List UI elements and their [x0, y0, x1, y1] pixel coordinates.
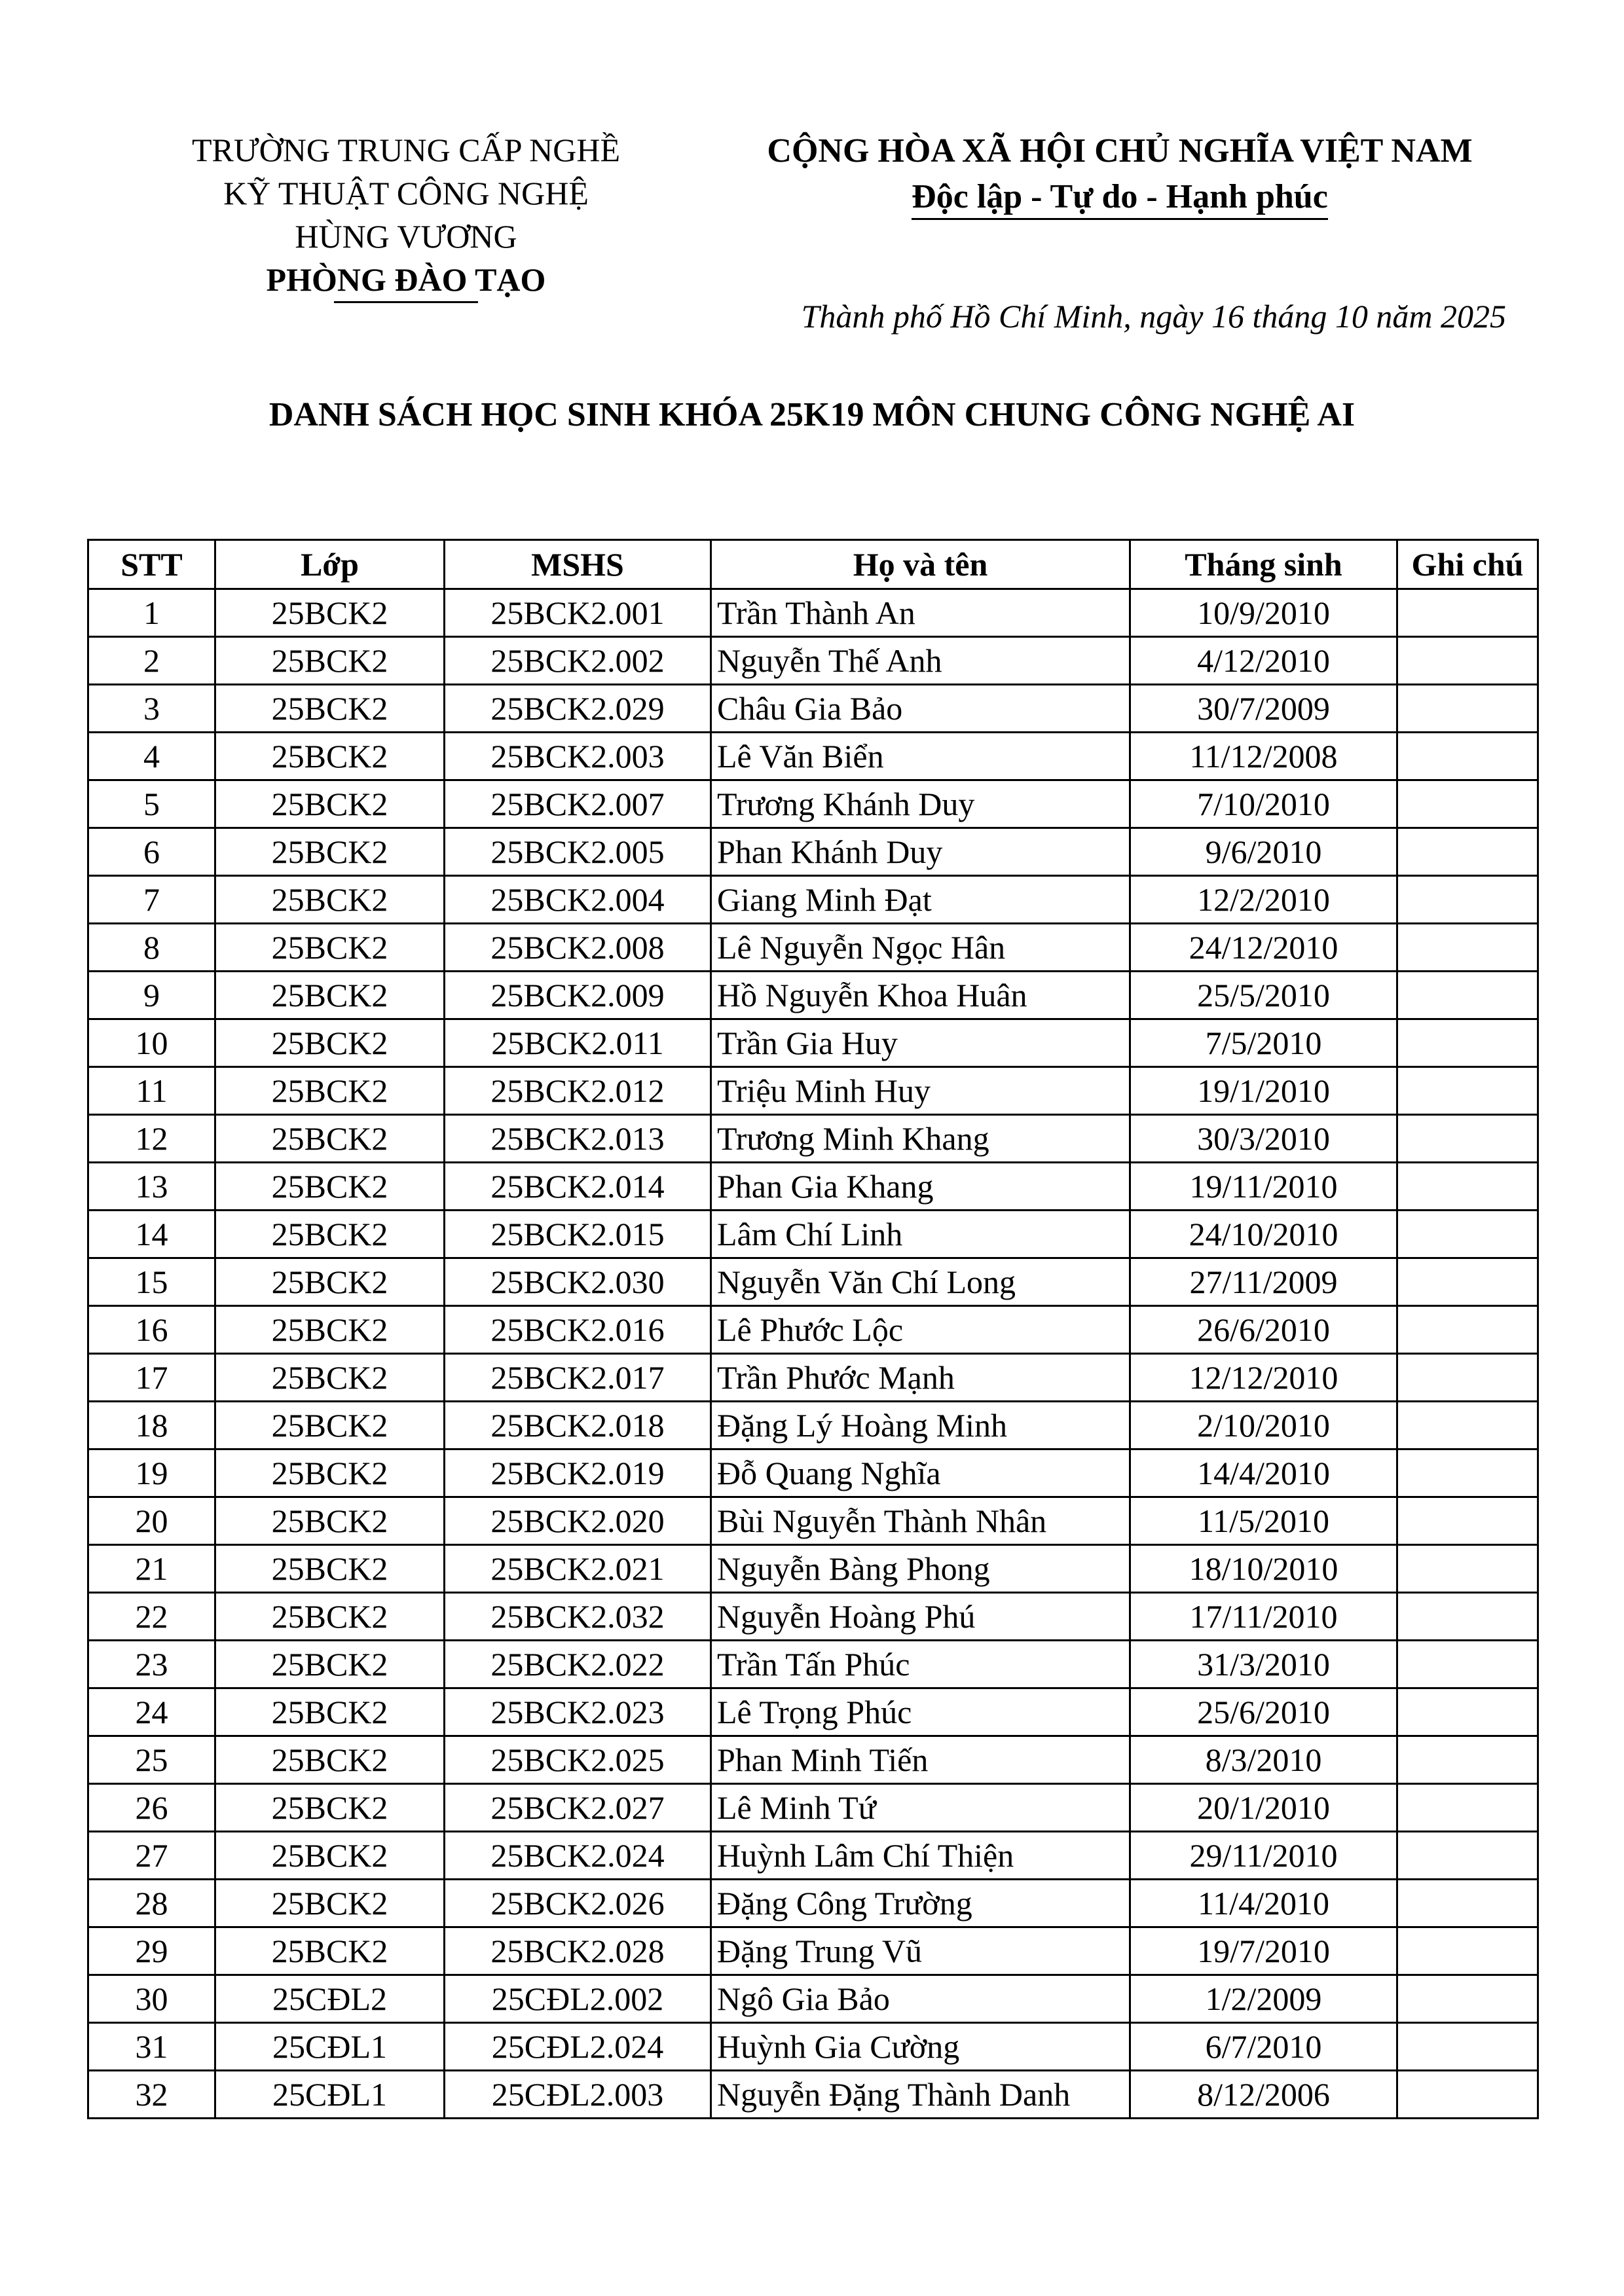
table-row [88, 637, 1538, 685]
cell-note [1397, 1402, 1538, 1449]
cell-birth-date: 30/7/2009 [1130, 685, 1397, 733]
cell-note [1397, 1784, 1538, 1832]
cell-birth-date: 12/12/2010 [1130, 1354, 1397, 1402]
cell-stt: 7 [88, 876, 215, 924]
cell-note [1397, 1736, 1538, 1784]
cell-full-name: Trương Minh Khang [711, 1115, 1130, 1163]
cell-student-id: 25BCK2.032 [445, 1593, 711, 1641]
cell-stt: 1 [88, 589, 215, 637]
table-row [88, 972, 1538, 1019]
cell-birth-date: 11/4/2010 [1130, 1880, 1397, 1927]
cell-birth-date: 4/12/2010 [1130, 637, 1397, 685]
cell-full-name: Nguyễn Hoàng Phú [711, 1593, 1130, 1641]
cell-full-name: Lê Phước Lộc [711, 1306, 1130, 1354]
header-class: Lớp [215, 540, 445, 589]
cell-student-id: 25BCK2.011 [445, 1019, 711, 1067]
cell-stt: 19 [88, 1449, 215, 1497]
cell-birth-date: 12/2/2010 [1130, 876, 1397, 924]
cell-class: 25BCK2 [215, 1354, 445, 1402]
cell-birth-date: 7/5/2010 [1130, 1019, 1397, 1067]
cell-stt: 26 [88, 1784, 215, 1832]
school-name-line-2: KỸ THUẬT CÔNG NGHỆ [223, 175, 589, 211]
table-header-row [88, 540, 1538, 589]
cell-class: 25BCK2 [215, 1449, 445, 1497]
cell-full-name: Phan Gia Khang [711, 1163, 1130, 1211]
cell-stt: 22 [88, 1593, 215, 1641]
table-row [88, 1975, 1538, 2023]
table-row [88, 876, 1538, 924]
table-row [88, 1880, 1538, 1927]
cell-note [1397, 1115, 1538, 1163]
cell-stt: 4 [88, 733, 215, 780]
table-row [88, 1402, 1538, 1449]
cell-student-id: 25BCK2.002 [445, 637, 711, 685]
department-underline [334, 301, 478, 303]
cell-note [1397, 1019, 1538, 1067]
cell-student-id: 25BCK2.020 [445, 1497, 711, 1545]
cell-birth-date: 14/4/2010 [1130, 1449, 1397, 1497]
cell-birth-date: 24/10/2010 [1130, 1211, 1397, 1258]
cell-note [1397, 1641, 1538, 1688]
cell-note [1397, 1545, 1538, 1593]
cell-class: 25BCK2 [215, 1306, 445, 1354]
cell-birth-date: 19/11/2010 [1130, 1163, 1397, 1211]
cell-birth-date: 19/7/2010 [1130, 1927, 1397, 1975]
cell-birth-date: 25/5/2010 [1130, 972, 1397, 1019]
cell-stt: 8 [88, 924, 215, 972]
cell-stt: 15 [88, 1258, 215, 1306]
cell-note [1397, 733, 1538, 780]
cell-note [1397, 637, 1538, 685]
cell-note [1397, 1306, 1538, 1354]
cell-stt: 17 [88, 1354, 215, 1402]
table-row [88, 1019, 1538, 1067]
cell-birth-date: 17/11/2010 [1130, 1593, 1397, 1641]
cell-student-id: 25BCK2.023 [445, 1688, 711, 1736]
cell-birth-date: 9/6/2010 [1130, 828, 1397, 876]
school-name-line-3: HÙNG VƯƠNG [295, 218, 517, 255]
cell-stt: 30 [88, 1975, 215, 2023]
cell-student-id: 25BCK2.017 [445, 1354, 711, 1402]
cell-birth-date: 8/3/2010 [1130, 1736, 1397, 1784]
cell-birth-date: 19/1/2010 [1130, 1067, 1397, 1115]
cell-full-name: Lê Nguyễn Ngọc Hân [711, 924, 1130, 972]
cell-full-name: Trần Tấn Phúc [711, 1641, 1130, 1688]
cell-full-name: Huỳnh Gia Cường [711, 2023, 1130, 2071]
cell-full-name: Triệu Minh Huy [711, 1067, 1130, 1115]
cell-birth-date: 6/7/2010 [1130, 2023, 1397, 2071]
cell-stt: 13 [88, 1163, 215, 1211]
cell-class: 25BCK2 [215, 972, 445, 1019]
cell-class: 25BCK2 [215, 589, 445, 637]
cell-full-name: Bùi Nguyễn Thành Nhân [711, 1497, 1130, 1545]
cell-stt: 32 [88, 2071, 215, 2119]
cell-full-name: Lâm Chí Linh [711, 1211, 1130, 1258]
cell-note [1397, 1497, 1538, 1545]
cell-full-name: Châu Gia Bảo [711, 685, 1130, 733]
cell-note [1397, 1354, 1538, 1402]
table-row [88, 1449, 1538, 1497]
cell-stt: 21 [88, 1545, 215, 1593]
cell-birth-date: 11/12/2008 [1130, 733, 1397, 780]
cell-class: 25BCK2 [215, 780, 445, 828]
cell-birth-date: 29/11/2010 [1130, 1832, 1397, 1880]
cell-stt: 12 [88, 1115, 215, 1163]
cell-student-id: 25BCK2.009 [445, 972, 711, 1019]
cell-full-name: Lê Trọng Phúc [711, 1688, 1130, 1736]
cell-class: 25BCK2 [215, 1497, 445, 1545]
table-row [88, 589, 1538, 637]
national-motto: Độc lập - Tự do - Hạnh phúc [912, 176, 1328, 220]
cell-class: 25BCK2 [215, 1258, 445, 1306]
header-student-id: MSHS [445, 540, 711, 589]
cell-birth-date: 30/3/2010 [1130, 1115, 1397, 1163]
cell-birth-date: 20/1/2010 [1130, 1784, 1397, 1832]
cell-student-id: 25BCK2.028 [445, 1927, 711, 1975]
cell-student-id: 25BCK2.005 [445, 828, 711, 876]
table-row [88, 924, 1538, 972]
cell-note [1397, 2071, 1538, 2119]
table-row [88, 1545, 1538, 1593]
cell-note [1397, 876, 1538, 924]
cell-stt: 27 [88, 1832, 215, 1880]
cell-stt: 14 [88, 1211, 215, 1258]
cell-full-name: Đặng Lý Hoàng Minh [711, 1402, 1130, 1449]
cell-note [1397, 1688, 1538, 1736]
cell-stt: 10 [88, 1019, 215, 1067]
cell-full-name: Giang Minh Đạt [711, 876, 1130, 924]
cell-stt: 2 [88, 637, 215, 685]
document-title: DANH SÁCH HỌC SINH KHÓA 25K19 MÔN CHUNG CÔNG NGHỆ AI [268, 396, 1356, 433]
cell-note [1397, 1880, 1538, 1927]
cell-full-name: Trần Thành An [711, 589, 1130, 637]
cell-student-id: 25BCK2.022 [445, 1641, 711, 1688]
school-header [131, 128, 681, 303]
cell-stt: 16 [88, 1306, 215, 1354]
table-row [88, 1258, 1538, 1306]
table-row [88, 828, 1538, 876]
cell-stt: 24 [88, 1688, 215, 1736]
cell-class: 25BCK2 [215, 1402, 445, 1449]
cell-full-name: Trương Khánh Duy [711, 780, 1130, 828]
national-header [740, 128, 1500, 220]
cell-class: 25CĐL1 [215, 2071, 445, 2119]
table-row [88, 1832, 1538, 1880]
cell-student-id: 25BCK2.019 [445, 1449, 711, 1497]
table-row [88, 1354, 1538, 1402]
header-birth-date: Tháng sinh [1130, 540, 1397, 589]
cell-note [1397, 1163, 1538, 1211]
table-row [88, 1163, 1538, 1211]
cell-class: 25BCK2 [215, 1736, 445, 1784]
table-row [88, 733, 1538, 780]
cell-student-id: 25BCK2.012 [445, 1067, 711, 1115]
cell-student-id: 25BCK2.021 [445, 1545, 711, 1593]
cell-birth-date: 26/6/2010 [1130, 1306, 1397, 1354]
table-row [88, 1688, 1538, 1736]
cell-full-name: Nguyễn Thế Anh [711, 637, 1130, 685]
table-row [88, 2071, 1538, 2119]
cell-student-id: 25BCK2.030 [445, 1258, 711, 1306]
cell-note [1397, 1593, 1538, 1641]
table-row [88, 1211, 1538, 1258]
cell-full-name: Trần Phước Mạnh [711, 1354, 1130, 1402]
cell-note [1397, 1258, 1538, 1306]
cell-note [1397, 589, 1538, 637]
cell-note [1397, 1067, 1538, 1115]
cell-birth-date: 1/2/2009 [1130, 1975, 1397, 2023]
country-name: CỘNG HÒA XÃ HỘI CHỦ NGHĨA VIỆT NAM [767, 132, 1473, 170]
cell-stt: 5 [88, 780, 215, 828]
table-row [88, 2023, 1538, 2071]
cell-birth-date: 25/6/2010 [1130, 1688, 1397, 1736]
cell-note [1397, 2023, 1538, 2071]
table-row [88, 1927, 1538, 1975]
cell-full-name: Nguyễn Đặng Thành Danh [711, 2071, 1130, 2119]
cell-student-id: 25BCK2.025 [445, 1736, 711, 1784]
cell-class: 25BCK2 [215, 1115, 445, 1163]
cell-full-name: Ngô Gia Bảo [711, 1975, 1130, 2023]
cell-full-name: Lê Minh Tứ [711, 1784, 1130, 1832]
cell-full-name: Đỗ Quang Nghĩa [711, 1449, 1130, 1497]
cell-note [1397, 1449, 1538, 1497]
cell-birth-date: 24/12/2010 [1130, 924, 1397, 972]
cell-stt: 25 [88, 1736, 215, 1784]
table-row [88, 685, 1538, 733]
cell-full-name: Nguyễn Bàng Phong [711, 1545, 1130, 1593]
cell-birth-date: 11/5/2010 [1130, 1497, 1397, 1545]
cell-full-name: Huỳnh Lâm Chí Thiện [711, 1832, 1130, 1880]
cell-class: 25BCK2 [215, 1880, 445, 1927]
cell-student-id: 25BCK2.018 [445, 1402, 711, 1449]
cell-student-id: 25CĐL2.024 [445, 2023, 711, 2071]
table-row [88, 1736, 1538, 1784]
cell-stt: 29 [88, 1927, 215, 1975]
cell-stt: 3 [88, 685, 215, 733]
cell-birth-date: 31/3/2010 [1130, 1641, 1397, 1688]
cell-stt: 23 [88, 1641, 215, 1688]
cell-class: 25BCK2 [215, 685, 445, 733]
cell-student-id: 25BCK2.007 [445, 780, 711, 828]
cell-class: 25BCK2 [215, 1593, 445, 1641]
cell-full-name: Nguyễn Văn Chí Long [711, 1258, 1130, 1306]
cell-full-name: Hồ Nguyễn Khoa Huân [711, 972, 1130, 1019]
cell-class: 25BCK2 [215, 1019, 445, 1067]
cell-note [1397, 1211, 1538, 1258]
cell-class: 25BCK2 [215, 1688, 445, 1736]
cell-class: 25BCK2 [215, 1545, 445, 1593]
cell-student-id: 25BCK2.008 [445, 924, 711, 972]
cell-class: 25BCK2 [215, 733, 445, 780]
cell-stt: 6 [88, 828, 215, 876]
cell-stt: 31 [88, 2023, 215, 2071]
cell-student-id: 25BCK2.024 [445, 1832, 711, 1880]
cell-class: 25BCK2 [215, 1832, 445, 1880]
cell-birth-date: 8/12/2006 [1130, 2071, 1397, 2119]
cell-class: 25CĐL2 [215, 1975, 445, 2023]
cell-birth-date: 10/9/2010 [1130, 589, 1397, 637]
table-row [88, 1306, 1538, 1354]
cell-student-id: 25BCK2.013 [445, 1115, 711, 1163]
header-stt: STT [88, 540, 215, 589]
table-row [88, 1497, 1538, 1545]
cell-birth-date: 2/10/2010 [1130, 1402, 1397, 1449]
cell-full-name: Phan Khánh Duy [711, 828, 1130, 876]
cell-full-name: Lê Văn Biển [711, 733, 1130, 780]
cell-class: 25BCK2 [215, 1784, 445, 1832]
cell-stt: 28 [88, 1880, 215, 1927]
cell-class: 25BCK2 [215, 637, 445, 685]
student-table [87, 539, 1539, 2119]
cell-student-id: 25CĐL2.003 [445, 2071, 711, 2119]
cell-note [1397, 972, 1538, 1019]
table-row [88, 780, 1538, 828]
cell-class: 25BCK2 [215, 828, 445, 876]
cell-full-name: Phan Minh Tiến [711, 1736, 1130, 1784]
cell-class: 25BCK2 [215, 876, 445, 924]
cell-student-id: 25BCK2.029 [445, 685, 711, 733]
cell-note [1397, 1832, 1538, 1880]
cell-stt: 18 [88, 1402, 215, 1449]
department-name: PHÒNG ĐÀO TẠO [266, 261, 546, 298]
header-note: Ghi chú [1397, 540, 1538, 589]
cell-student-id: 25BCK2.004 [445, 876, 711, 924]
cell-full-name: Trần Gia Huy [711, 1019, 1130, 1067]
table-row [88, 1115, 1538, 1163]
school-name-line-1: TRƯỜNG TRUNG CẤP NGHỀ [191, 132, 621, 168]
header-full-name: Họ và tên [711, 540, 1130, 589]
cell-class: 25BCK2 [215, 1163, 445, 1211]
cell-student-id: 25BCK2.026 [445, 1880, 711, 1927]
cell-note [1397, 1927, 1538, 1975]
cell-class: 25CĐL1 [215, 2023, 445, 2071]
cell-note [1397, 780, 1538, 828]
cell-note [1397, 1975, 1538, 2023]
cell-birth-date: 18/10/2010 [1130, 1545, 1397, 1593]
cell-student-id: 25BCK2.003 [445, 733, 711, 780]
cell-full-name: Đặng Trung Vũ [711, 1927, 1130, 1975]
table-row [88, 1641, 1538, 1688]
table-row [88, 1784, 1538, 1832]
table-row [88, 1067, 1538, 1115]
cell-student-id: 25BCK2.027 [445, 1784, 711, 1832]
table-row [88, 1593, 1538, 1641]
cell-note [1397, 924, 1538, 972]
cell-full-name: Đặng Công Trường [711, 1880, 1130, 1927]
cell-class: 25BCK2 [215, 1211, 445, 1258]
cell-class: 25BCK2 [215, 1067, 445, 1115]
cell-student-id: 25CĐL2.002 [445, 1975, 711, 2023]
cell-stt: 20 [88, 1497, 215, 1545]
cell-stt: 11 [88, 1067, 215, 1115]
cell-student-id: 25BCK2.014 [445, 1163, 711, 1211]
cell-note [1397, 828, 1538, 876]
cell-student-id: 25BCK2.001 [445, 589, 711, 637]
cell-student-id: 25BCK2.015 [445, 1211, 711, 1258]
place-date-line: Thành phố Hồ Chí Minh, ngày 16 tháng 10 năm 2025 [801, 298, 1506, 335]
cell-stt: 9 [88, 972, 215, 1019]
cell-note [1397, 685, 1538, 733]
cell-class: 25BCK2 [215, 1641, 445, 1688]
cell-birth-date: 27/11/2009 [1130, 1258, 1397, 1306]
cell-student-id: 25BCK2.016 [445, 1306, 711, 1354]
table-body [88, 589, 1538, 2119]
cell-class: 25BCK2 [215, 1927, 445, 1975]
cell-class: 25BCK2 [215, 924, 445, 972]
cell-birth-date: 7/10/2010 [1130, 780, 1397, 828]
